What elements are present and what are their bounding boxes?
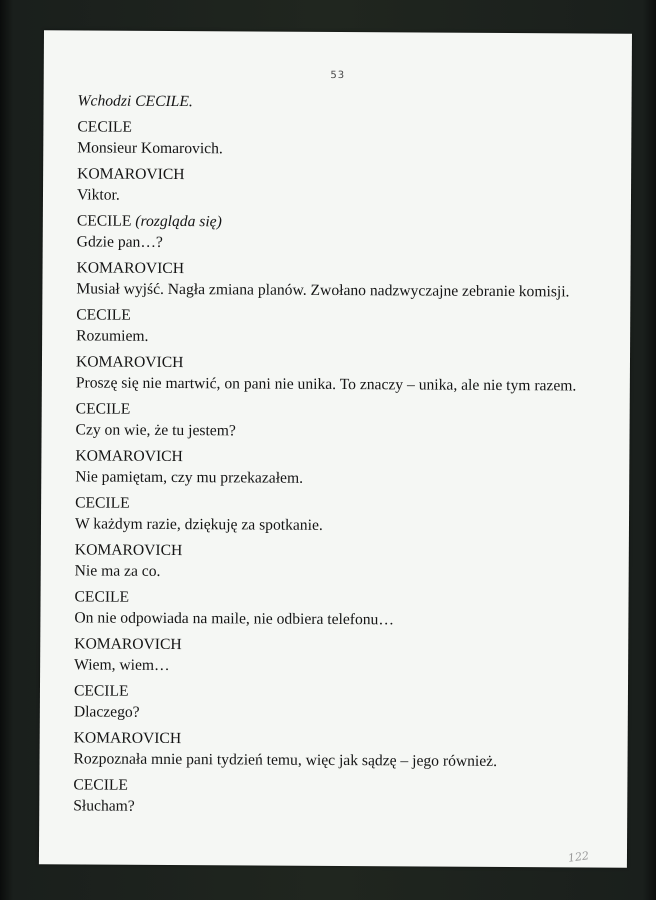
dialogue-line: Gdzie pan…? (76, 233, 163, 251)
dialogue-block (75, 445, 615, 490)
speaker-label: CECILE (75, 494, 130, 512)
dialogue-block (75, 539, 615, 584)
dialogue-block (74, 680, 614, 725)
page-number: 53 (330, 69, 346, 82)
speaker-label: CECILE (75, 400, 131, 418)
dialogue-block (77, 116, 617, 161)
paper-sheet (39, 30, 632, 868)
speaker-label: CECILE (73, 682, 129, 700)
dialogue-block (75, 492, 615, 537)
speaker-label: KOMAROVICH (73, 729, 182, 748)
stage-direction: Wchodzi CECILE. (77, 92, 193, 111)
speaker-label: KOMAROVICH (75, 447, 183, 466)
dialogue-block (76, 304, 616, 349)
dialogue-line: Nie pamiętam, czy mu przekazałem. (75, 468, 304, 487)
speaker-label: KOMAROVICH (77, 165, 185, 184)
speaker-label: KOMAROVICH (76, 259, 185, 278)
dialogue-line: Rozpoznała mnie pani tydzień temu, więc jak sądzę – jego również. (73, 750, 498, 770)
dialogue-line: Czy on wie, że tu jestem? (75, 421, 236, 440)
dialogue-line: Viktor. (76, 186, 120, 204)
dialogue-line: Musiał wyjść. Nagła zmiana planów. Zwołano nadzwyczajne zebranie komisji. (76, 280, 570, 301)
dialogue-line: Monsieur Komarovich. (77, 139, 223, 158)
dialogue-line: Słucham? (73, 797, 135, 815)
dialogue-line: Wiem, wiem… (74, 656, 170, 674)
speaker-label: CECILE (76, 212, 132, 230)
speaker-label: CECILE (76, 306, 131, 324)
dialogue-block (76, 257, 616, 302)
stage-parenthetical: (rozgląda się) (135, 212, 222, 231)
dialogue-block (74, 633, 614, 678)
dialogue-block (76, 351, 616, 396)
dialogue-line: On nie odpowiada na maile, nie odbiera telefonu… (74, 609, 395, 629)
speaker-label: KOMAROVICH (75, 353, 184, 372)
speaker-name (77, 163, 617, 187)
play-script (73, 90, 617, 824)
dialogue-block (73, 727, 613, 772)
speaker-label: CECILE (77, 118, 133, 136)
dialogue-line: W każdym razie, dziękuję za spotkanie. (74, 515, 323, 534)
speaker-label: CECILE (74, 588, 130, 606)
dialogue-line: Proszę się nie martwić, on pani nie unika. To znaczy – unika, ale nie tym razem. (75, 374, 577, 395)
handwritten-folio-number: 122 (567, 849, 590, 865)
dialogue-line: Dlaczego? (73, 703, 140, 721)
speaker-label: KOMAROVICH (74, 541, 183, 560)
dialogue-block (77, 210, 617, 255)
dialogue-line: Nie ma za co. (74, 562, 161, 580)
dialogue-line: Rozumiem. (76, 327, 149, 345)
dialogue-block (73, 774, 613, 819)
dialogue-block (76, 398, 616, 443)
speaker-label: KOMAROVICH (74, 635, 182, 654)
speaker-label: CECILE (73, 776, 129, 794)
dialogue-block (77, 163, 617, 208)
dialogue-block (74, 586, 614, 631)
dialogue (73, 116, 617, 819)
